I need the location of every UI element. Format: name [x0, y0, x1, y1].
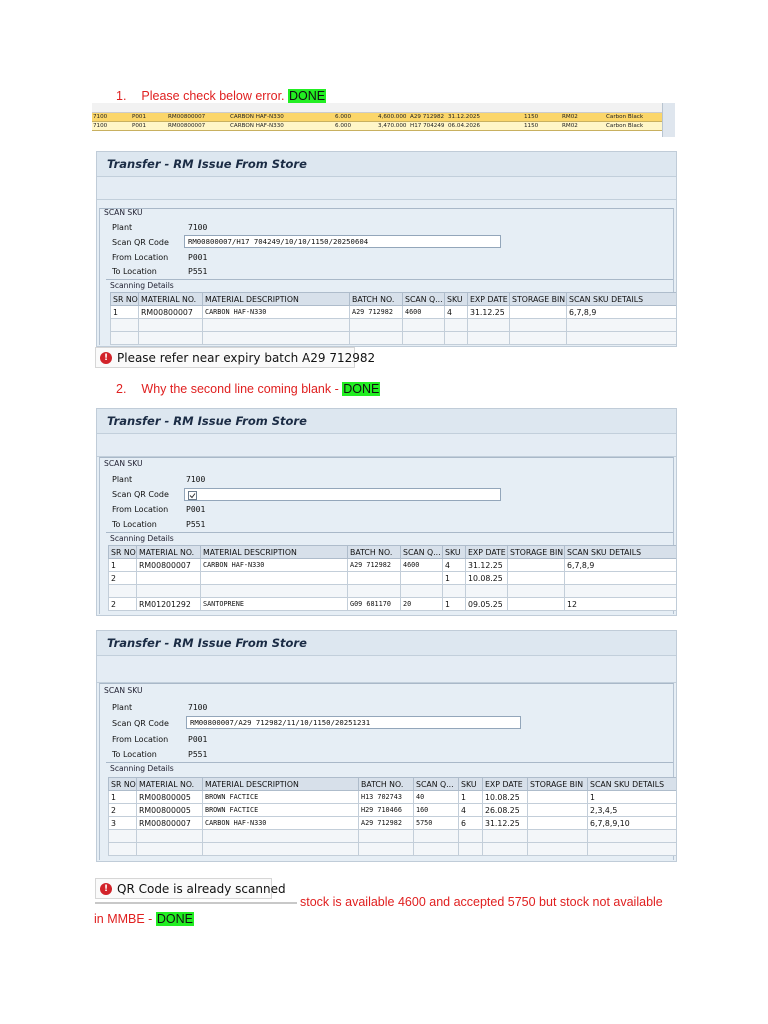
column-header[interactable]: SCAN Q...: [403, 293, 445, 306]
table-row[interactable]: 2 RM00800005 BROWN FACTICE H29 710466 160 4 26.08.25 2,3,4,5: [109, 804, 678, 817]
to-location-value: P551: [188, 267, 208, 276]
column-header[interactable]: MATERIAL NO.: [137, 778, 203, 791]
column-header[interactable]: SCAN Q...: [401, 546, 443, 559]
error-text: Please refer near expiry batch A29 712982: [117, 350, 376, 365]
table-header-row: [109, 778, 678, 791]
table-row[interactable]: 2 1 10.08.25: [109, 572, 678, 585]
note-1-text: Please check below error.: [141, 89, 285, 103]
toolbar: [97, 656, 676, 683]
scan-sku-section: [99, 208, 674, 345]
to-location-label: To Location: [112, 750, 157, 759]
scanning-details-table: [110, 292, 677, 345]
scanning-details-section: [106, 532, 673, 613]
done-badge: DONE: [343, 382, 380, 396]
column-header[interactable]: STORAGE BIN: [510, 293, 567, 306]
note-1: [116, 89, 326, 103]
table-row[interactable]: 3 RM00800007 CARBON HAF-N330 A29 712982 5750 6 31.12.25 6,7,8,9,10: [109, 817, 678, 830]
column-header[interactable]: STORAGE BIN: [508, 546, 565, 559]
panel-title: Transfer - RM Issue From Store: [97, 631, 676, 656]
vertical-scrollbar[interactable]: [662, 103, 675, 137]
note-3-text: in MMBE -: [94, 912, 153, 926]
column-header[interactable]: MATERIAL DESCRIPTION: [203, 778, 359, 791]
stock-overview-table: [92, 103, 675, 137]
column-header[interactable]: STORAGE BIN: [528, 778, 588, 791]
done-badge: DONE: [156, 912, 193, 926]
table-row[interactable]: 1 RM00800007 CARBON HAF-N330 A29 712982 4600 4 31.12.25 6,7,8,9: [111, 306, 678, 319]
table-row[interactable]: 7100 P001 RM00800007 CARBON HAF-N330 6.000 4,600.000 A29 712982 31.12.2025 1150 RM02 Carbon Black: [92, 113, 675, 122]
toolbar: [97, 434, 676, 457]
section-label: SCAN SKU: [104, 686, 143, 695]
plant-label: Plant: [112, 475, 133, 484]
column-header[interactable]: SCAN SKU DETAILS: [565, 546, 678, 559]
table-row[interactable]: 1 RM00800007 CARBON HAF-N330 A29 712982 4600 4 31.12.25 6,7,8,9: [109, 559, 678, 572]
from-location-value: P001: [188, 735, 208, 744]
column-header[interactable]: SR NO: [109, 546, 137, 559]
section-label: Scanning Details: [110, 281, 174, 290]
to-location-value: P551: [186, 520, 206, 529]
note-1-number: 1.: [116, 89, 127, 103]
column-header[interactable]: SCAN SKU DETAILS: [588, 778, 678, 791]
scanning-details-table: [108, 777, 677, 856]
to-location-value: P551: [188, 750, 208, 759]
rm-issue-panel-3: [96, 630, 677, 862]
table-row[interactable]: 2 RM01201292 SANTOPRENE G09 681170 20 1 09.05.25 12: [109, 598, 678, 611]
panel-title: Transfer - RM Issue From Store: [97, 409, 676, 434]
error-message-near-expiry: [95, 347, 376, 368]
rm-issue-panel-1: [96, 151, 677, 347]
table-header-row: [109, 546, 678, 559]
scan-sku-section: [99, 683, 674, 860]
error-icon: !: [100, 352, 112, 364]
scan-qr-input[interactable]: RM00800007/A29 712982/11/10/1150/20251231: [186, 716, 521, 729]
section-label: SCAN SKU: [104, 459, 143, 468]
column-header[interactable]: MATERIAL NO.: [139, 293, 203, 306]
note-2-number: 2.: [116, 382, 127, 396]
scan-qr-input[interactable]: [184, 488, 501, 501]
plant-label: Plant: [112, 223, 133, 232]
column-header[interactable]: SKU: [443, 546, 466, 559]
column-header[interactable]: SKU: [445, 293, 468, 306]
column-header[interactable]: SKU: [459, 778, 483, 791]
error-icon: !: [100, 883, 112, 895]
to-location-label: To Location: [112, 267, 157, 276]
scan-qr-label: Scan QR Code: [112, 238, 169, 247]
from-location-value: P001: [186, 505, 206, 514]
note-3-line-1: stock is available 4600 and accepted 5750 but stock not available: [300, 895, 663, 909]
from-location-value: P001: [188, 253, 208, 262]
scanning-details-table: [108, 545, 677, 611]
plant-value: 7100: [186, 475, 206, 484]
rm-issue-panel-2: [96, 408, 677, 616]
note-3-line-2: [94, 912, 194, 926]
column-header[interactable]: BATCH NO.: [359, 778, 414, 791]
plant-label: Plant: [112, 703, 133, 712]
to-location-label: To Location: [112, 520, 157, 529]
column-header[interactable]: EXP DATE: [466, 546, 508, 559]
table-row[interactable]: 7100 P001 RM00800007 CARBON HAF-N330 6.000 3,470.000 H17 704249 06.04.2026 1150 RM02 Carbon Black: [92, 122, 675, 131]
error-text: QR Code is already scanned: [117, 881, 286, 896]
column-header[interactable]: BATCH NO.: [348, 546, 401, 559]
column-header[interactable]: EXP DATE: [483, 778, 528, 791]
from-location-label: From Location: [112, 253, 169, 262]
column-header[interactable]: BATCH NO.: [350, 293, 403, 306]
toolbar: [97, 177, 676, 200]
from-location-label: From Location: [112, 505, 169, 514]
column-header[interactable]: MATERIAL DESCRIPTION: [203, 293, 350, 306]
scan-qr-label: Scan QR Code: [112, 719, 169, 728]
cropped-header-row: [92, 103, 675, 113]
from-location-label: From Location: [112, 735, 169, 744]
column-header[interactable]: SR NO: [111, 293, 139, 306]
checkbox-icon: [188, 491, 197, 500]
plant-value: 7100: [188, 703, 208, 712]
scan-qr-input[interactable]: RM00800007/H17 704249/10/10/1150/20250604: [184, 235, 501, 248]
section-label: SCAN SKU: [104, 208, 143, 217]
column-header[interactable]: MATERIAL DESCRIPTION: [201, 546, 348, 559]
note-2-text: Why the second line coming blank -: [141, 382, 339, 396]
error-message-qr-scanned: [95, 878, 286, 899]
column-header[interactable]: EXP DATE: [468, 293, 510, 306]
panel-title: Transfer - RM Issue From Store: [97, 152, 676, 177]
column-header[interactable]: SCAN Q...: [414, 778, 459, 791]
section-label: Scanning Details: [110, 534, 174, 543]
table-row[interactable]: 1 RM00800005 BROWN FACTICE H13 702743 40 1 10.08.25 1: [109, 791, 678, 804]
table-header-row: [111, 293, 678, 306]
column-header[interactable]: MATERIAL NO.: [137, 546, 201, 559]
scan-qr-label: Scan QR Code: [112, 490, 169, 499]
note-2: [116, 382, 380, 396]
scanning-details-section: [106, 279, 673, 344]
scanning-details-section: [106, 762, 673, 859]
section-label: Scanning Details: [110, 764, 174, 773]
divider: [95, 902, 297, 904]
scan-sku-section: [99, 457, 674, 614]
done-badge: DONE: [289, 89, 326, 103]
column-header[interactable]: SR NO: [109, 778, 137, 791]
plant-value: 7100: [188, 223, 208, 232]
column-header[interactable]: SCAN SKU DETAILS: [567, 293, 678, 306]
